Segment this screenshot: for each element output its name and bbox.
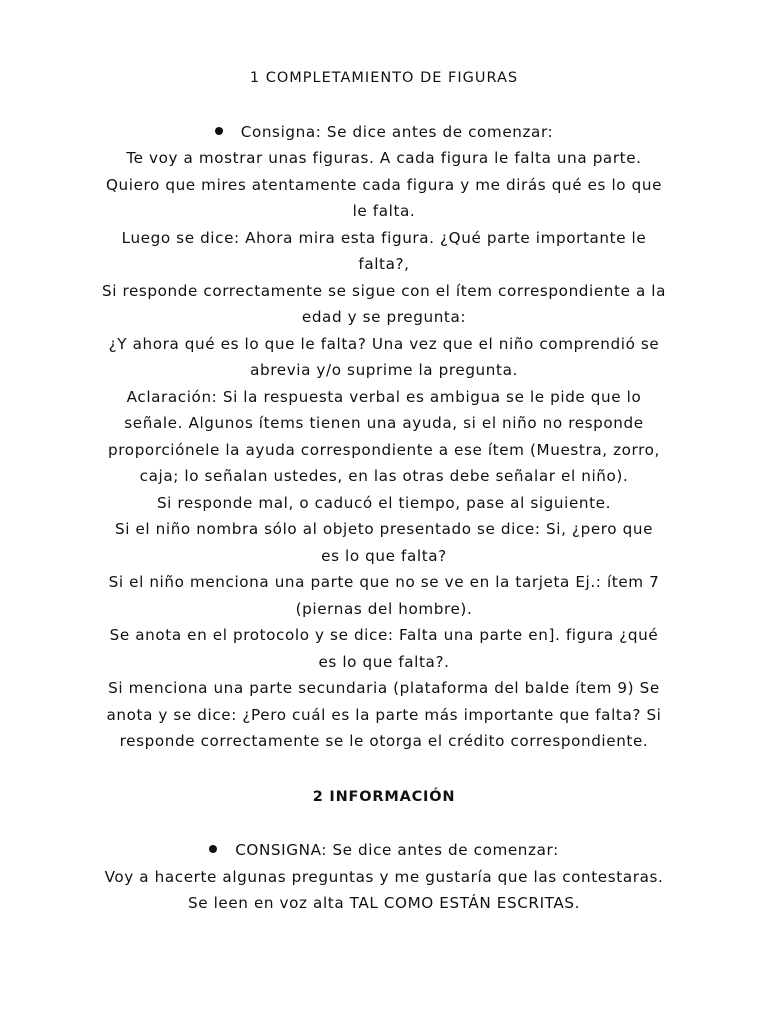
body-line: Te voy a mostrar unas figuras. A cada figura le falta una parte. [126,149,642,167]
body-line: señale. Algunos ítems tienen una ayuda, si el niño no responde [124,414,644,432]
body-line: Si responde mal, o caducó el tiempo, pase al siguiente. [156,494,612,512]
body-line: edad y se pregunta: [301,308,467,326]
body-line: le falta. [352,202,416,220]
body-line: Se anota en el protocolo y se dice: Falta una parte en]. figura ¿qué [109,626,659,644]
body-line: Luego se dice: Ahora mira esta figura. ¿Qué parte importante le [121,229,647,247]
section-1-consigna [0,122,768,142]
body-line: ¿Y ahora qué es lo que le falta? Una vez que el niño comprendió se [108,335,660,353]
bullet-dot-icon [215,127,223,135]
body-line: responde correctamente se le otorga el crédito correspondiente. [119,732,649,750]
body-line: Se leen en voz alta TAL COMO ESTÁN ESCRITAS. [187,894,581,912]
body-line: caja; lo señalan ustedes, en las otras debe señalar el niño). [139,467,629,485]
body-line: (piernas del hombre). [295,600,473,618]
body-line: anota y se dice: ¿Pero cuál es la parte más importante que falta? Si [106,706,662,724]
body-line: Voy a hacerte algunas preguntas y me gustaría que las contestaras. [104,868,664,886]
section-2-heading: 2 INFORMACIÓN [312,789,456,805]
body-line: es lo que falta?. [318,653,450,671]
body-line: Si responde correctamente se sigue con el ítem correspondiente a la [101,282,667,300]
bullet-dot-icon [209,845,217,853]
body-line: Aclaración: Si la respuesta verbal es ambigua se le pide que lo [126,388,642,406]
section-1-consigna-text: Consigna: Se dice antes de comenzar: [240,123,554,141]
body-line: es lo que falta? [321,547,447,565]
body-line: Quiero que mires atentamente cada figura y me dirás qué es lo que [105,176,663,194]
body-line: abrevia y/o suprime la pregunta. [250,361,518,379]
body-line: Si menciona una parte secundaria (plataforma del balde ítem 9) Se [108,679,660,697]
body-line: Si el niño nombra sólo al objeto presentado se dice: Si, ¿pero que [114,520,654,538]
body-line: falta?, [358,255,410,273]
body-line: Si el niño menciona una parte que no se ve en la tarjeta Ej.: ítem 7 [108,573,660,591]
section-2-consigna-text: CONSIGNA: Se dice antes de comenzar: [235,841,559,859]
section-2-consigna [0,840,768,860]
body-line: proporciónele la ayuda correspondiente a ese ítem (Muestra, zorro, [108,441,660,459]
section-1-heading: 1 COMPLETAMIENTO DE FIGURAS [249,70,519,86]
